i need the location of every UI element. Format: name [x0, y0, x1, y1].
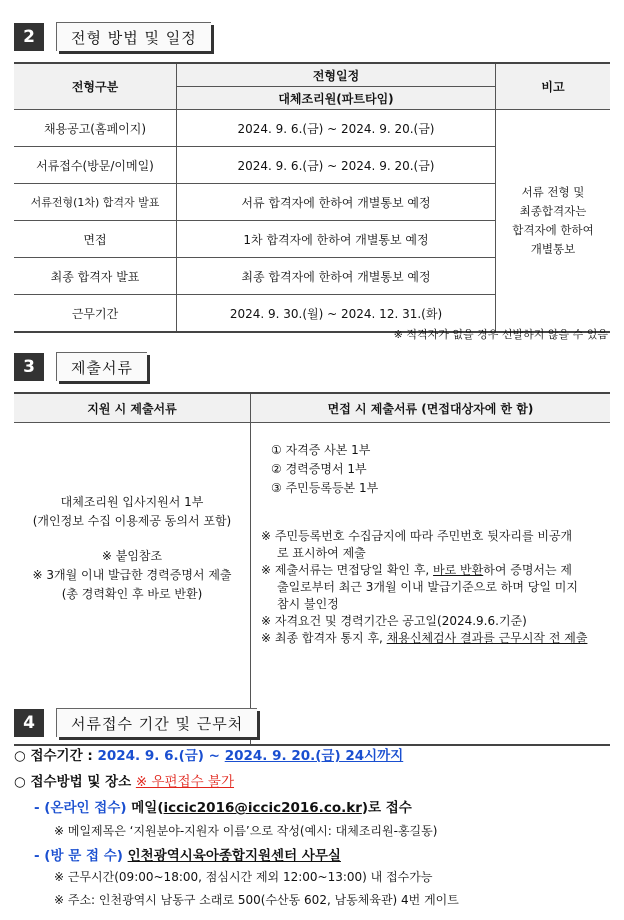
row-schedule: 서류 합격자에 한하여 개별통보 예정 [177, 184, 496, 221]
doc-item: ① 자격증 사본 1부 [271, 443, 371, 457]
row-schedule: 2024. 9. 6.(금) ~ 2024. 9. 20.(금) [177, 110, 496, 147]
schedule-table [14, 62, 610, 333]
section-title: 전형 방법 및 일정 [56, 22, 211, 51]
online-note: ※ 메일제목은 ‘지원분야-지원자 이름’으로 작성(예시: 대체조리원-홍길동) [54, 824, 438, 838]
row-category: 서류접수(방문/이메일) [14, 147, 177, 184]
period-start: 2024. 9. 6.(금) ~ [97, 748, 225, 764]
table-row [14, 110, 610, 147]
method-label: ○ 접수방법 및 장소 [14, 774, 136, 790]
row-schedule: 2024. 9. 30.(월) ~ 2024. 12. 31.(화) [177, 295, 496, 333]
row-category: 면접 [14, 221, 177, 258]
doc-item: ③ 주민등록등본 1부 [271, 481, 379, 495]
note-line: 개별통보 [530, 241, 576, 256]
period-end: 2024. 9. 20.(금) 24시까지 [224, 748, 404, 764]
col-note: 비고 [496, 63, 611, 110]
visit-place: 인천광역시육아종합지원센터 사무실 [127, 848, 341, 864]
col-interview-docs: 면접 시 제출서류 (면접대상자에 한 함) [251, 393, 611, 423]
note-cell [496, 110, 611, 333]
note-text: ※ 최종 합격자 통지 후, [261, 631, 387, 645]
footnote: ※ 적격자가 없을 경우 선발하지 않을 수 있음 [393, 328, 608, 341]
row-schedule: 2024. 9. 6.(금) ~ 2024. 9. 20.(금) [177, 147, 496, 184]
email-link[interactable]: iccic2016@iccic2016.co.kr [163, 800, 362, 816]
online-line [34, 796, 412, 816]
note-underline: 바로 반환 [433, 563, 484, 577]
section-title: 제출서류 [56, 352, 147, 381]
row-category: 서류전형(1차) 합격자 발표 [14, 184, 177, 221]
online-label: - (온라인 접수) [34, 800, 132, 816]
row-category: 근무기간 [14, 295, 177, 333]
doc-line: ※ 붙임참조 [101, 549, 163, 563]
row-category: 채용공고(홈페이지) [14, 110, 177, 147]
section-number: 4 [14, 709, 44, 737]
section-number: 3 [14, 353, 44, 381]
col-apply-docs: 지원 시 제출서류 [14, 393, 251, 423]
doc-line: 대체조리원 입사지원서 1부 [60, 495, 204, 509]
note-qualification: ※ 자격요건 및 경력기간은 공고일(2024.9.6.기준) [261, 614, 527, 628]
section-title: 서류접수 기간 및 근무처 [56, 708, 257, 737]
apply-docs-cell [14, 423, 251, 746]
note-resident-number: ※ 주민등록번호 수집금지에 따라 주민번호 뒷자리를 비공개로 표시하여 제출 [261, 529, 573, 560]
section-number: 2 [14, 23, 44, 51]
note-health-check [261, 630, 610, 647]
doc-line: (총 경력확인 후 바로 반환) [61, 587, 203, 601]
note-text: 하여 증명서는 제출일로부터 최근 3개월 이내 발급기준으로 하며 당일 미지참시 불인정 [277, 563, 578, 611]
period-label: ○ 접수기간 : [14, 748, 98, 764]
section-3-header [14, 352, 147, 381]
col-subgroup: 대체조리원(파트타임) [177, 87, 496, 110]
method-line [14, 770, 234, 790]
row-category: 최종 합격자 발표 [14, 258, 177, 295]
note-line: 최종합격자는 [519, 203, 587, 218]
method-warning: ※ 우편접수 불가 [135, 774, 235, 790]
note-line: 서류 전형 및 [521, 184, 585, 199]
doc-item: ② 경력증명서 1부 [271, 462, 367, 476]
online-text: )로 접수 [361, 800, 412, 816]
col-category: 전형구분 [14, 63, 177, 110]
documents-table [14, 392, 610, 746]
row-schedule: 1차 합격자에 한하여 개별통보 예정 [177, 221, 496, 258]
hours-note: ※ 근무시간(09:00~18:00, 점심시간 제외 12:00~13:00) 내 접수가능 [54, 870, 433, 884]
period-line [14, 744, 403, 764]
doc-line: (개인정보 수집 이용제공 동의서 포함) [32, 514, 232, 528]
visit-label: - (방 문 접 수) [34, 848, 128, 864]
note-text: ※ 제출서류는 면접당일 확인 후, [261, 563, 434, 577]
note-line: 합격자에 한하여 [512, 222, 594, 237]
doc-line: ※ 3개월 이내 발급한 경력증명서 제출 [32, 568, 232, 582]
address-note: ※ 주소: 인천광역시 남동구 소래로 500(수산동 602, 남동체육관) 4번 게이트 [54, 893, 459, 907]
spacer [15, 531, 249, 547]
section-4-header [14, 708, 257, 737]
note-underline: 채용신체검사 결과를 근무시작 전 제출 [386, 631, 588, 645]
row-schedule: 최종 합격자에 한하여 개별통보 예정 [177, 258, 496, 295]
section-2-header [14, 22, 211, 51]
note-return [261, 562, 610, 613]
interview-docs-cell [251, 423, 611, 746]
col-schedule: 전형일정 [177, 63, 496, 87]
online-text: 메일( [131, 800, 164, 816]
visit-line [34, 844, 341, 864]
